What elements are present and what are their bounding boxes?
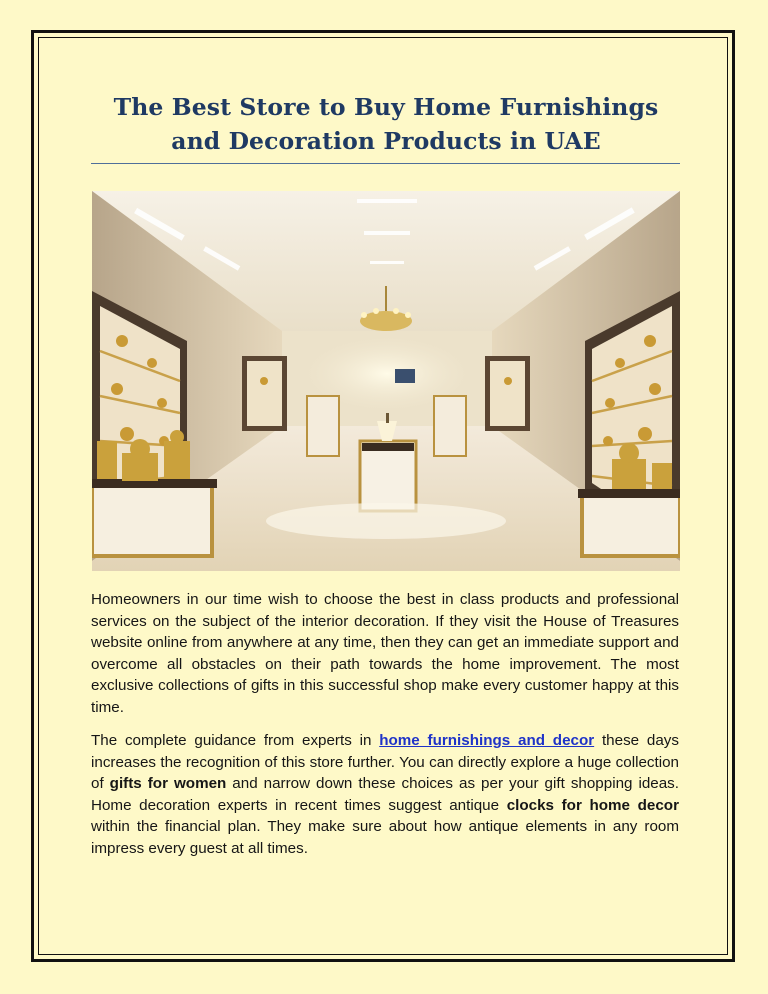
paragraph-guidance-text-1: The complete guidance from experts in	[91, 732, 380, 749]
paragraph-guidance	[91, 730, 679, 860]
paragraph-guidance-text-3: and narrow down these choices as per your gift shopping ideas. Home decoration experts in recent times suggest antique	[91, 775, 679, 814]
gifts-for-women-emphasis: gifts for women	[109, 775, 227, 793]
title-underline	[91, 163, 680, 164]
document-title: The Best Store to Buy Home Furnishings and Decoration Products in UAE	[113, 93, 659, 155]
store-interior-photo	[92, 191, 680, 571]
home-furnishings-decor-link[interactable]: home furnishings and decor	[379, 732, 595, 749]
paragraph-intro: Homeowners in our time wish to choose the best in class products and professional services on the subject of the interior decoration. If they visit the House of Treasures website online from anywhere at any time, then they can get an immediate support and overcome all obstacles on their path towards the home improvement. The most exclusive collections of gifts in this successful shop make every customer happy at this time.	[91, 591, 679, 716]
paragraph-guidance-text-2: these days increases the recognition of this store further. You can directly explore a huge collection of	[91, 732, 679, 793]
clocks-for-home-decor-emphasis: clocks for home decor	[506, 796, 679, 814]
paragraph-guidance-text-4: within the financial plan. They make sure about how antique elements in any room impress every guest at all times.	[91, 818, 679, 857]
